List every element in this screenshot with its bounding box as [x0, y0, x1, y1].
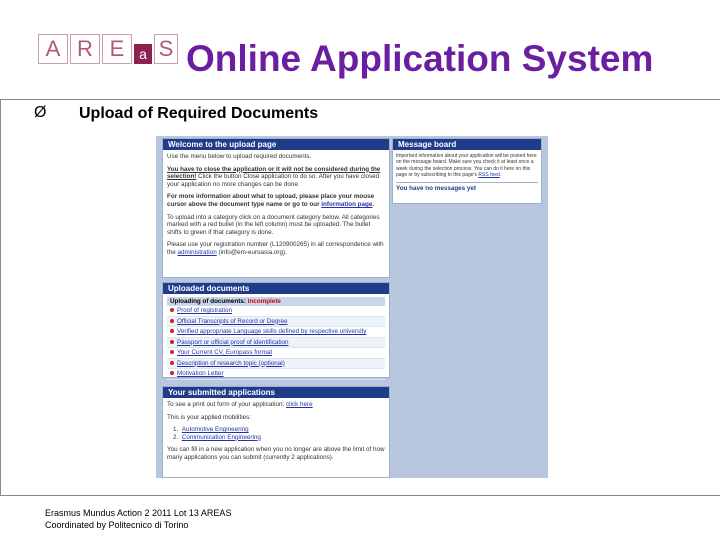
message-board-text-end: . — [499, 172, 502, 179]
more-info-end: . — [372, 200, 375, 208]
divider-left — [0, 99, 1, 495]
mobilities-label: This is your applied mobilities: — [167, 413, 251, 421]
red-bullet-icon — [170, 361, 174, 365]
slide-heading: Upload of Required Documents — [79, 105, 319, 122]
printout-label: To see a print out form of your application: — [167, 401, 287, 408]
document-link[interactable]: Your Current CV, Europass format — [177, 349, 273, 356]
information-page-link[interactable]: information page — [321, 200, 373, 208]
more-info-text: For more information about what to upload, please place your mouse cursor above the document type name or go to our — [167, 193, 375, 208]
uploaded-documents-panel — [162, 282, 390, 378]
upload-status — [167, 297, 385, 306]
logo-letter: E — [102, 34, 132, 64]
message-board-panel — [392, 138, 542, 204]
uploaded-documents-title: Uploaded documents — [163, 283, 389, 294]
new-application-text: You can fill in a new application when you no longer are above the limit of how many applications you can submit (currently 2 applications). — [167, 446, 385, 461]
registration-post: (info@em-euroasia.org). — [216, 248, 287, 256]
mobility-link[interactable]: Communication Engineering — [181, 433, 261, 441]
footer-line-1: Erasmus Mundus Action 2 2011 Lot 13 AREAS — [45, 508, 232, 518]
document-link[interactable]: Official Transcripts of Record or Degree — [177, 317, 288, 325]
welcome-panel — [162, 138, 390, 278]
footer — [45, 507, 231, 531]
document-row[interactable] — [167, 306, 385, 317]
red-bullet-icon — [170, 308, 174, 312]
no-messages-status: You have no messages yet — [396, 184, 477, 192]
red-bullet-icon — [170, 350, 174, 354]
red-bullet-icon — [170, 319, 174, 323]
logo-letter: R — [70, 34, 100, 64]
logo-letter: S — [154, 34, 178, 64]
document-row[interactable] — [167, 338, 385, 349]
mobility-item — [173, 426, 385, 434]
close-warning-rest: Click the button Close application to do so. After you have closed your application no more changes can be done. — [167, 173, 380, 188]
document-list — [167, 306, 385, 380]
administration-link[interactable]: administration — [177, 248, 217, 256]
document-row[interactable] — [167, 348, 385, 359]
areas-logo — [38, 34, 174, 68]
message-divider — [396, 182, 538, 183]
registration-pre: Please use your registration number (L120900265) in all correspondence with the — [167, 241, 384, 256]
divider-bottom — [0, 495, 720, 496]
submitted-applications-panel — [162, 386, 390, 478]
logo-letter: a — [134, 44, 152, 64]
upload-status-value: incomplete — [247, 298, 281, 305]
document-link[interactable]: Passport or official proof of identification — [177, 338, 289, 346]
close-warning-bold: You have to close the application or it will not be considered during the selection! — [167, 165, 381, 181]
red-bullet-icon — [170, 340, 174, 344]
mobility-item — [173, 434, 385, 442]
document-row[interactable] — [167, 359, 385, 370]
mobility-link[interactable]: Automotive Engineering — [181, 426, 249, 434]
close-warning — [167, 166, 385, 189]
registration-text — [167, 241, 385, 256]
document-row[interactable] — [167, 369, 385, 380]
upload-page-screenshot — [156, 136, 548, 478]
printout-text — [167, 401, 385, 409]
document-link[interactable]: Verified appropriate Language skills defined by respective university — [177, 328, 367, 335]
document-row[interactable] — [167, 317, 385, 328]
more-info — [167, 193, 385, 208]
upload-status-label: Uploading of documents: — [170, 298, 248, 305]
message-board-title: Message board — [393, 139, 541, 150]
divider-top — [0, 99, 720, 100]
mobilities-list — [167, 426, 385, 441]
document-link[interactable]: Description of research topic (optional) — [177, 359, 285, 367]
mobility-number: 1. — [173, 426, 179, 434]
document-row[interactable] — [167, 327, 385, 338]
click-here-link[interactable]: click here — [286, 401, 313, 408]
page-title: Online Application System — [186, 38, 654, 79]
submitted-applications-title: Your submitted applications — [163, 387, 389, 398]
logo-letter: A — [38, 34, 68, 64]
red-bullet-icon — [170, 329, 174, 333]
red-bullet-icon — [170, 371, 174, 375]
mobility-number: 2. — [173, 433, 179, 441]
document-link[interactable]: Motivation Letter — [177, 370, 224, 377]
intro-text: Use the menu below to upload required documents. — [167, 153, 312, 160]
arrow-bullet-icon: Ø — [34, 104, 47, 121]
document-link[interactable]: Proof of registration — [177, 307, 232, 314]
message-board-text: Important information about your application will be posted here on the message board. Make sure you check it at least once a week during the selection process. You can do it here on this page or by subscribing to this page's — [396, 153, 537, 179]
footer-line-2: Coordinated by Politecnico di Torino — [45, 520, 189, 530]
rss-feed-link[interactable]: RSS feed — [478, 172, 500, 179]
welcome-panel-title: Welcome to the upload page — [163, 139, 389, 150]
categories-text: To upload into a category click on a document category below. All categories marked with a red bullet (in the left column) must be uploaded. The bullet shifts to green if that category is done. — [167, 213, 380, 236]
